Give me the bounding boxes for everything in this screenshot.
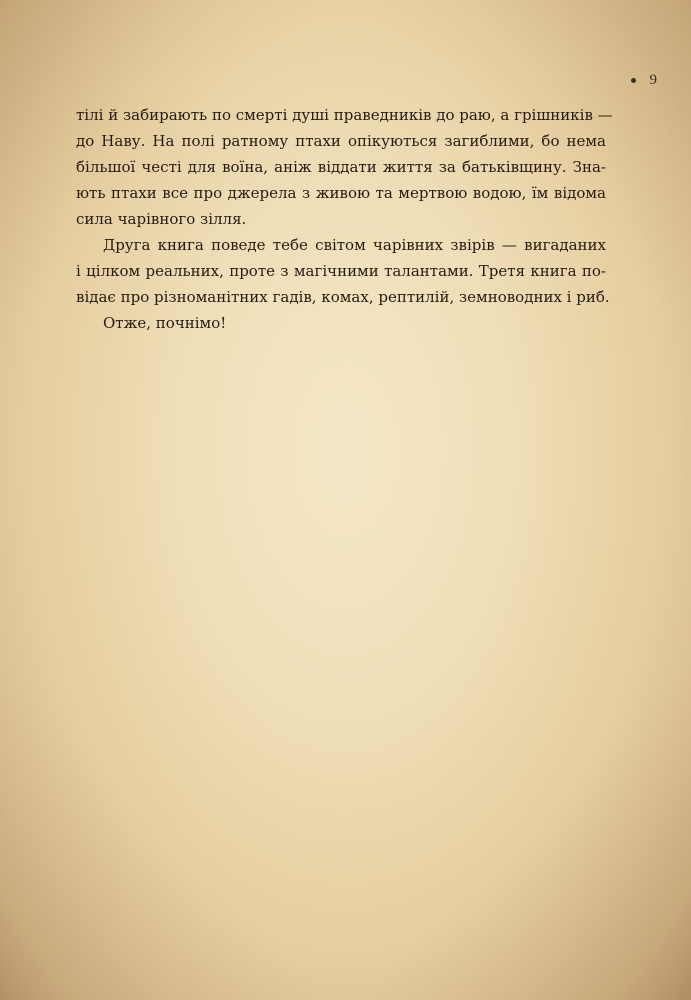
text-line: сила чарівного зілля. [76, 210, 247, 228]
page-number: 9 [649, 72, 657, 88]
body-text [76, 102, 613, 336]
text-line: Друга книга поведе тебе світом чарівних звірів — вигаданих [103, 236, 606, 254]
text-line: і цілком реальних, проте з магічними талантами. Третя книга по- [76, 262, 606, 280]
text-line: відає про різноманітних гадів, комах, рептилій, земноводних і риб. [76, 288, 610, 306]
paragraph-3 [76, 310, 606, 336]
bullet-dot-icon [631, 78, 636, 83]
text-line: тілі й забирають по смерті душі праведників до раю, а грішників — [76, 106, 613, 124]
paragraph-1 [76, 102, 613, 232]
text-line: більшої честі для воїна, аніж віддати життя за батьківщину. Зна- [76, 158, 606, 176]
text-line: Отже, почнімо! [103, 314, 227, 332]
paragraph-2 [76, 232, 610, 310]
text-line: до Наву. На полі ратному птахи опікуються загиблими, бо нема [76, 132, 606, 150]
text-line: ють птахи все про джерела з живою та мертвою водою, їм відома [76, 184, 606, 202]
page-number-area [631, 72, 658, 89]
